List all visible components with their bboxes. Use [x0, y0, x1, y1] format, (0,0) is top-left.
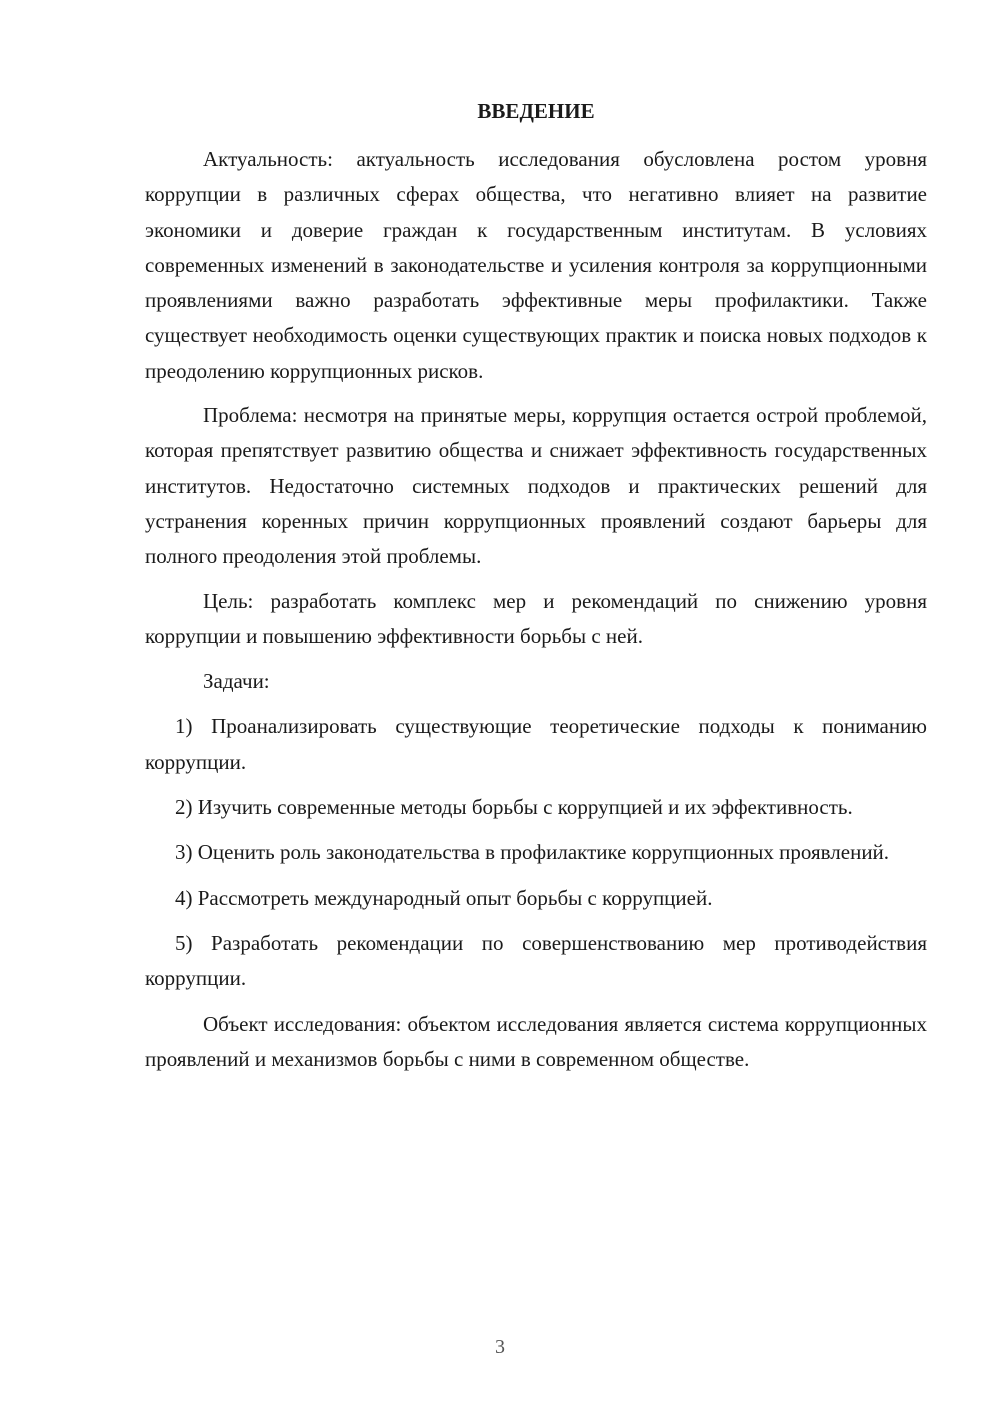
- task-item-2: 2) Изучить современные методы борьбы с коррупцией и их эффективность.: [175, 795, 853, 820]
- page-title: ВВЕДЕНИЕ: [477, 99, 595, 123]
- paragraph-relevance: Актуальность: актуальность исследования обусловлена ростом уровня коррупции в различных сферах общества, что негативно влияет на развитие экономики и доверие граждан к государственным институтам. В условиях современных изменений в законодательстве и усиления контроля за коррупционными проявлениями важно разработать эффективные меры профилактики. Также существует необходимость оценки существующих практик и поиска новых подходов к преодолению коррупционных рисков.: [145, 147, 927, 383]
- task-item-5: 5) Разработать рекомендации по совершенствованию мер противодействия коррупции.: [145, 930, 927, 991]
- page-number: 3: [495, 1336, 505, 1358]
- tasks-heading: Задачи:: [203, 669, 270, 694]
- paragraph-object: Объект исследования: объектом исследования является система коррупционных проявлений и механизмов борьбы с ними в современном обществе.: [145, 1011, 927, 1071]
- task-item-3: 3) Оценить роль законодательства в профилактике коррупционных проявлений.: [175, 840, 890, 865]
- paragraph-goal: Цель: разработать комплекс мер и рекомендаций по снижению уровня коррупции и повышению эффективности борьбы с ней.: [145, 588, 927, 648]
- task-item-4: 4) Рассмотреть международный опыт борьбы с коррупцией.: [175, 885, 713, 910]
- paragraph-problem: Проблема: несмотря на принятые меры, коррупция остается острой проблемой, которая препятствует развитию общества и снижает эффективность государственных институтов. Недостаточно системных подходов и практических решений для устранения коренных причин коррупционных проявлений создают барьеры для полного преодоления этой проблемы.: [145, 403, 927, 569]
- document-body: [145, 142, 927, 1077]
- task-item-1: 1) Проанализировать существующие теоретические подходы к пониманию коррупции.: [145, 714, 927, 774]
